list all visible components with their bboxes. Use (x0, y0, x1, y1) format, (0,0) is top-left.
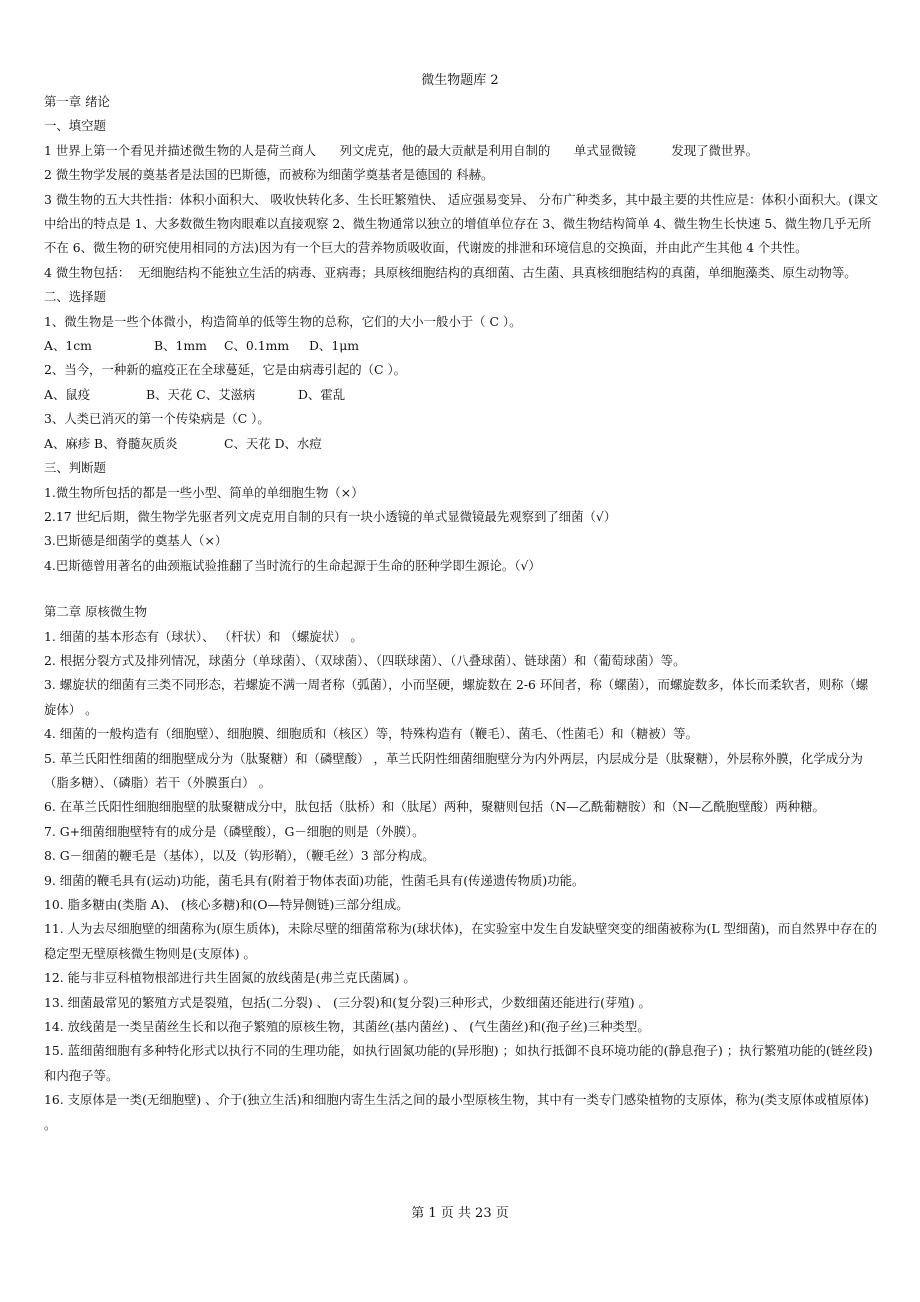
ch2-item-15: 15. 蓝细菌细胞有多种特化形式以执行不同的生理功能，如执行固氮功能的(异形胞) ；如执行抵御不良环境功能的(静息孢子) ；执行繁殖功能的(链丝段)和内孢子等。 (44, 1043, 873, 1083)
section-fill-blank-heading: 一、填空题 (44, 118, 106, 134)
fill-item-4: 4 微生物包括： 无细胞结构不能独立生活的病毒、亚病毒；具原核细胞结构的真细菌、古生菌、具真核细胞结构的真菌，单细胞藻类、原生动物等。 (44, 264, 857, 280)
choice-options-2 (44, 383, 880, 407)
ch2-item-1: 1. 细菌的基本形态有（球状）、 （杆状）和 （螺旋状） 。 (44, 628, 363, 644)
option-d: D、霍乱 (298, 386, 346, 402)
judge-item-1: 1.微生物所包括的都是一些小型、简单的单细胞生物（×） (44, 484, 364, 500)
ch2-item-3: 3. 螺旋状的细菌有三类不同形态，若螺旋不满一周者称（弧菌），小而坚硬，螺旋数在 2-6 环间者，称（螺菌），而螺旋数多，体长而柔软者，则称（螺旋体） 。 (44, 677, 869, 717)
ch2-item-10: 10. 脂多糖由(类脂 A)、 (核心多糖)和(O—特异侧链)三部分组成。 (44, 897, 409, 912)
chapter-1-heading: 第一章 绪论 (44, 94, 110, 109)
ch2-item-16: 16. 支原体是一类(无细胞壁) 、介于(独立生活)和细胞内寄生生活之间的最小型原核生物，其中有一类专门感染植物的支原体，称为(类支原体或植原体) 。 (44, 1092, 869, 1132)
ch2-item-4: 4. 细菌的一般构造有（细胞壁）、细胞膜、细胞质和（核区）等，特殊构造有（鞭毛）、菌毛、（性菌毛）和（糖被）等。 (44, 726, 698, 742)
option-c: C、0.1mm (224, 338, 290, 354)
fill-item-1: 1 世界上第一个看见并描述微生物的人是荷兰商人 列文虎克，他的最大贡献是利用自制的 单式显微镜 发现了微世界。 (44, 142, 759, 158)
ch2-item-11: 11. 人为去尽细胞壁的细菌称为(原生质体)，未除尽壁的细菌常称为(球状体)，在实验室中发生自发缺壁突变的细菌被称为(L 型细菌)，而自然界中存在的稳定型无壁原核微生物则是(支原体) 。 (44, 921, 878, 961)
spacer (44, 578, 880, 600)
ch2-item-7: 7. G+细菌细胞壁特有的成分是（磷壁酸），G－细胞的则是（外膜）。 (44, 823, 425, 839)
option-a: A、1cm (44, 338, 92, 354)
ch2-item-12: 12. 能与非豆科植物根部进行共生固氮的放线菌是(弗兰克氏菌属) 。 (44, 970, 416, 986)
document-body (44, 90, 880, 1137)
option-bc: B、天花 C、艾滋病 (146, 386, 256, 402)
choice-options-1 (44, 334, 880, 358)
option-cd: C、天花 D、水痘 (224, 435, 322, 451)
judge-item-2: 2.17 世纪后期，微生物学先驱者列文虎克用自制的只有一块小透镜的单式显微镜最先观察到了细菌（√） (44, 508, 617, 524)
option-a: A、鼠疫 (44, 386, 91, 402)
option-ab: A、麻疹 B、脊髓灰质炎 (44, 435, 178, 451)
choice-options-3 (44, 432, 880, 456)
option-d: D、1μm (309, 338, 360, 354)
document-title: 微生物题库 2 (421, 73, 499, 88)
judge-item-3: 3.巴斯德是细菌学的奠基人（×） (44, 533, 228, 549)
ch2-item-5: 5. 革兰氏阳性细菌的细胞壁成分为（肽聚糖）和（磷壁酸） ，革兰氏阴性细菌细胞壁分为内外两层，内层成分是（肽聚糖），外层称外膜，化学成分为（脂多糖）、（磷脂）若干（外膜蛋白） 。 (44, 750, 863, 790)
ch2-item-2: 2. 根据分裂方式及排列情况，球菌分（单球菌）、（双球菌）、（四联球菌）、（八叠球菌）、链球菌）和（葡萄球菌）等。 (44, 652, 686, 668)
ch2-item-9: 9. 细菌的鞭毛具有(运动)功能，菌毛具有(附着于物体表面)功能，性菌毛具有(传递遗传物质)功能。 (44, 872, 585, 888)
fill-item-2: 2 微生物学发展的奠基者是法国的巴斯德，而被称为细菌学奠基者是德国的 科赫。 (44, 167, 494, 183)
fill-item-3: 3 微生物的五大共性指：体积小面积大、 吸收快转化多、生长旺繁殖快、 适应强易变异、 分布广种类多，其中最主要的共性应是：体积小面积大。(课文中给出的特点是 1、大多数微生物肉眼难以直接观察 2、微生物通常以独立的增值单位存在 3、微生物结构简单 4、微生物生长快速 5、微生物几乎无所不在 6、微生物的研究使用相同的方法)因为有一个巨大的营养物质吸收面，代谢废的排泄和环境信息的交换面，并由此产生其他 4 个共性。 (44, 191, 878, 256)
choice-question-1: 1、微生物是一些个体微小，构造简单的低等生物的总称，它们的大小一般小于（ C ）。 (44, 313, 522, 329)
choice-question-2: 2、当今，一种新的瘟疫正在全球蔓延，它是由病毒引起的（C ）。 (44, 362, 407, 378)
judge-item-4: 4.巴斯德曾用著名的曲颈瓶试验推翻了当时流行的生命起源于生命的胚种学即生源论。（√） (44, 557, 541, 573)
choice-question-3: 3、人类已消灭的第一个传染病是（C ）。 (44, 411, 270, 427)
ch2-item-14: 14. 放线菌是一类呈菌丝生长和以孢子繁殖的原核生物，其菌丝(基内菌丝) 、 (气生菌丝)和(孢子丝)三种类型。 (44, 1019, 650, 1035)
ch2-item-8: 8. G－细菌的鞭毛是（基体），以及（钩形鞘），（鞭毛丝）3 部分构成。 (44, 848, 435, 864)
option-b: B、1mm (154, 338, 207, 354)
chapter-2-heading: 第二章 原核微生物 (44, 604, 148, 620)
ch2-item-6: 6. 在革兰氏阳性细胞细胞壁的肽聚糖成分中，肽包括（肽桥）和（肽尾）两种，聚糖则包括（N—乙酰葡糖胺）和（N—乙酰胞壁酸）两种糖。 (44, 799, 825, 815)
section-judge-heading: 三、判断题 (44, 460, 106, 476)
ch2-item-13: 13. 细菌最常见的繁殖方式是裂殖，包括(二分裂) 、 (三分裂)和(复分裂)三种形式，少数细菌还能进行(芽殖) 。 (44, 994, 651, 1010)
section-choice-heading: 二、选择题 (44, 289, 106, 305)
page-footer: 第 1 页 共 23 页 (411, 1206, 509, 1221)
